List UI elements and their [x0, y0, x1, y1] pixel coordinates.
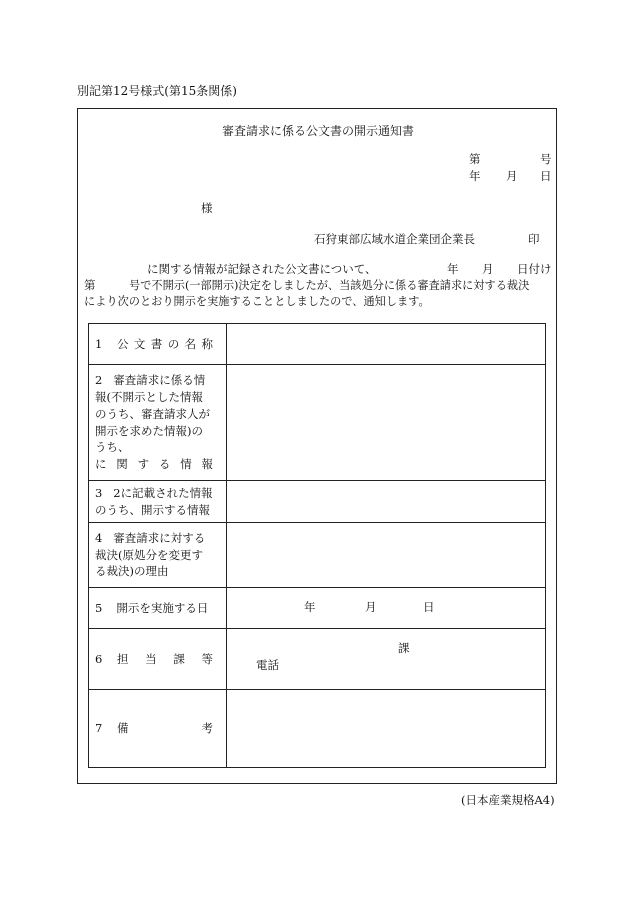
page-title: 審査請求に係る公文書の開示通知書	[222, 124, 415, 138]
row-requested-info	[89, 365, 546, 481]
disclosure-year: 年	[304, 600, 316, 614]
label-disclosed-info: 3 2に記載された情報 のうち、開示する情報	[89, 481, 227, 523]
issue-date-year: 年	[469, 169, 481, 183]
body-line1-text: に関する情報が記録された公文書について、	[147, 262, 377, 276]
disclosure-day: 日	[423, 600, 435, 614]
phone-label: 電話	[256, 658, 279, 672]
value-contact-section	[227, 629, 546, 690]
seal-mark: 印	[528, 232, 540, 246]
body-line1-year: 年	[447, 262, 459, 276]
row-remarks	[89, 690, 546, 768]
row-disclosed-info	[89, 481, 546, 523]
value-disclosure-date	[227, 588, 546, 629]
label-contact-section: 6 担当課等	[89, 629, 227, 690]
row-ruling-reason	[89, 523, 546, 588]
value-ruling-reason	[227, 523, 546, 588]
header-note: 別記第12号様式(第15条関係)	[77, 84, 237, 98]
row-contact-section	[89, 629, 546, 690]
value-requested-info	[227, 365, 546, 481]
disclosure-month: 月	[365, 600, 377, 614]
label-ruling-reason: 4 審査請求に対する 裁決(原処分を変更す る裁決)の理由	[89, 523, 227, 588]
paper-size-note: (日本産業規格A4)	[461, 793, 555, 807]
doc-number-prefix: 第	[469, 152, 481, 166]
notice-table	[88, 323, 546, 768]
body-line1-day: 日付け	[517, 262, 552, 276]
body-line2-rest: 号で不開示(一部開示)決定をしましたが、当該処分に係る審査請求に対する裁決	[129, 279, 530, 292]
issue-date-day: 日	[540, 169, 552, 183]
section-suffix: 課	[398, 641, 410, 655]
doc-number-suffix: 号	[540, 152, 552, 166]
issue-date-month: 月	[506, 169, 518, 183]
label-document-name: 1 公文書の名称	[89, 324, 227, 365]
body-line3: により次のとおり開示を実施することとしましたので、通知します。	[84, 295, 430, 308]
issuer-name: 石狩東部広域水道企業団企業長	[314, 232, 475, 246]
row-disclosure-date	[89, 588, 546, 629]
addressee: 様	[201, 201, 213, 215]
row-document-name	[89, 324, 546, 365]
label-disclosure-date: 5 開示を実施する日	[89, 588, 227, 629]
value-document-name	[227, 324, 546, 365]
value-disclosed-info	[227, 481, 546, 523]
label-requested-info: 2 審査請求に係る情 報(不開示とした情報 のうち、審査請求人が 開示を求めた情報)の うち、 に関する情報	[89, 365, 227, 481]
body-line2-prefix: 第	[84, 278, 96, 292]
value-remarks	[227, 690, 546, 768]
label-remarks: 7 備考	[89, 690, 227, 768]
body-line1-month: 月	[482, 262, 494, 276]
